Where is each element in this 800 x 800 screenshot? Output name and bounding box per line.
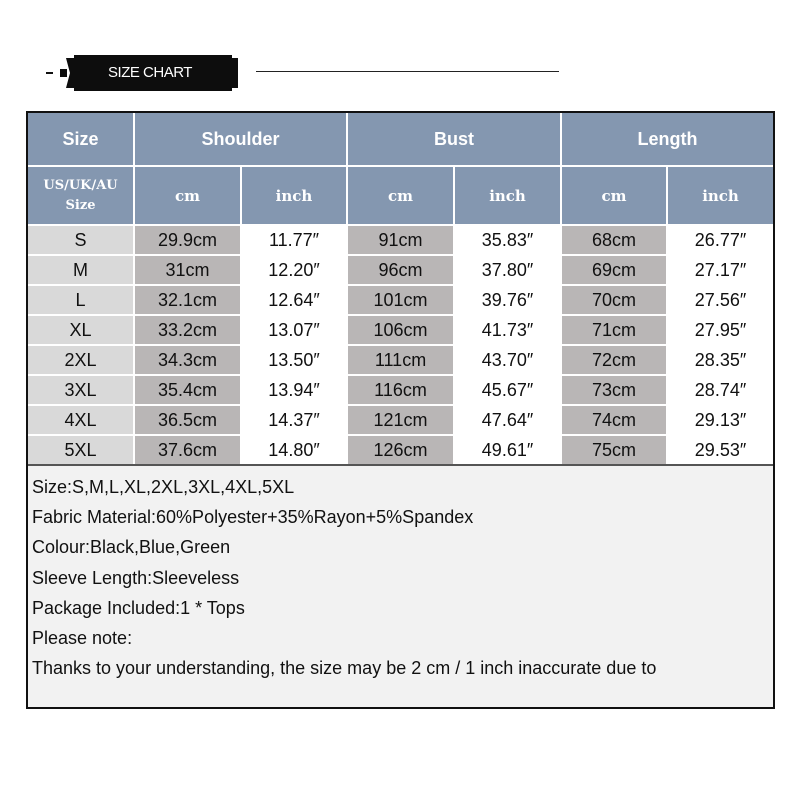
bust-inch-cell: 35.83″: [454, 225, 561, 255]
bust-cm-cell: 96cm: [347, 255, 454, 285]
table-row: [28, 345, 773, 375]
table-header-row: [28, 113, 773, 166]
unit-header: inch: [667, 166, 773, 225]
length-header: Length: [561, 113, 773, 166]
region-size-header: [28, 166, 134, 225]
shoulder-inch-cell: 13.07″: [241, 315, 347, 345]
unit-header: inch: [454, 166, 561, 225]
length-inch-cell: 26.77″: [667, 225, 773, 255]
bust-inch-cell: 49.61″: [454, 435, 561, 465]
shoulder-cm-cell: 34.3cm: [134, 345, 241, 375]
table-row: [28, 285, 773, 315]
bust-inch-cell: 41.73″: [454, 315, 561, 345]
info-fabric: Fabric Material:60%Polyester+35%Rayon+5%Spandex: [32, 507, 474, 528]
size-header: Size: [28, 113, 134, 166]
table-row: [28, 405, 773, 435]
shoulder-cm-cell: 36.5cm: [134, 405, 241, 435]
size-cell: M: [28, 255, 134, 285]
info-sleeve: Sleeve Length:Sleeveless: [32, 567, 240, 588]
shoulder-cm-cell: 29.9cm: [134, 225, 241, 255]
size-table: [28, 113, 773, 466]
length-inch-cell: 27.95″: [667, 315, 773, 345]
length-inch-cell: 29.53″: [667, 435, 773, 465]
table-row: [28, 225, 773, 255]
length-cm-cell: 72cm: [561, 345, 667, 375]
size-cell: 4XL: [28, 405, 134, 435]
unit-header: cm: [561, 166, 667, 225]
bust-inch-cell: 45.67″: [454, 375, 561, 405]
table-unit-row: [28, 166, 773, 225]
region-size-label: Size: [65, 197, 96, 213]
bust-cm-cell: 101cm: [347, 285, 454, 315]
length-cm-cell: 75cm: [561, 435, 667, 465]
shoulder-inch-cell: 14.80″: [241, 435, 347, 465]
shoulder-inch-cell: 13.50″: [241, 345, 347, 375]
shoulder-cm-cell: 32.1cm: [134, 285, 241, 315]
bust-cm-cell: 116cm: [347, 375, 454, 405]
shoulder-cm-cell: 33.2cm: [134, 315, 241, 345]
length-cm-cell: 70cm: [561, 285, 667, 315]
info-note-text: Thanks to your understanding, the size may be 2 cm / 1 inch inaccurate due to: [32, 658, 657, 679]
size-cell: 3XL: [28, 375, 134, 405]
shoulder-cm-cell: 35.4cm: [134, 375, 241, 405]
info-colour: Colour:Black,Blue,Green: [32, 537, 231, 558]
size-cell: XL: [28, 315, 134, 345]
length-cm-cell: 71cm: [561, 315, 667, 345]
size-chart-title: SIZE CHART: [108, 64, 192, 81]
shoulder-inch-cell: 12.64″: [241, 285, 347, 315]
table-row: [28, 315, 773, 345]
length-inch-cell: 27.56″: [667, 285, 773, 315]
bust-inch-cell: 43.70″: [454, 345, 561, 375]
unit-header: cm: [347, 166, 454, 225]
length-cm-cell: 68cm: [561, 225, 667, 255]
length-cm-cell: 74cm: [561, 405, 667, 435]
info-package: Package Included:1 * Tops: [32, 597, 245, 618]
size-chart-panel: [26, 111, 775, 709]
shoulder-cm-cell: 31cm: [134, 255, 241, 285]
shoulder-cm-cell: 37.6cm: [134, 435, 241, 465]
length-inch-cell: 28.74″: [667, 375, 773, 405]
unit-header: cm: [134, 166, 241, 225]
bust-cm-cell: 126cm: [347, 435, 454, 465]
info-note-label: Please note:: [32, 627, 133, 648]
size-chart-header: [0, 0, 800, 110]
table-row: [28, 375, 773, 405]
size-cell: 2XL: [28, 345, 134, 375]
bust-cm-cell: 121cm: [347, 405, 454, 435]
region-label: US/UK/AU: [43, 177, 118, 193]
size-cell: S: [28, 225, 134, 255]
product-info: [28, 464, 773, 707]
size-chart-tag: [60, 55, 240, 91]
bust-inch-cell: 47.64″: [454, 405, 561, 435]
shoulder-header: Shoulder: [134, 113, 347, 166]
info-sizes: Size:S,M,L,XL,2XL,3XL,4XL,5XL: [32, 477, 295, 497]
decorative-dash: [46, 72, 53, 74]
bust-header: Bust: [347, 113, 561, 166]
bust-inch-cell: 39.76″: [454, 285, 561, 315]
decorative-rule: [256, 71, 559, 72]
shoulder-inch-cell: 14.37″: [241, 405, 347, 435]
shoulder-inch-cell: 13.94″: [241, 375, 347, 405]
table-row: [28, 435, 773, 465]
size-cell: L: [28, 285, 134, 315]
size-cell: 5XL: [28, 435, 134, 465]
length-inch-cell: 29.13″: [667, 405, 773, 435]
unit-header: inch: [241, 166, 347, 225]
length-inch-cell: 28.35″: [667, 345, 773, 375]
length-inch-cell: 27.17″: [667, 255, 773, 285]
shoulder-inch-cell: 12.20″: [241, 255, 347, 285]
table-row: [28, 255, 773, 285]
length-cm-cell: 69cm: [561, 255, 667, 285]
bust-cm-cell: 106cm: [347, 315, 454, 345]
bust-inch-cell: 37.80″: [454, 255, 561, 285]
bust-cm-cell: 111cm: [347, 345, 454, 375]
length-cm-cell: 73cm: [561, 375, 667, 405]
bust-cm-cell: 91cm: [347, 225, 454, 255]
shoulder-inch-cell: 11.77″: [241, 225, 347, 255]
